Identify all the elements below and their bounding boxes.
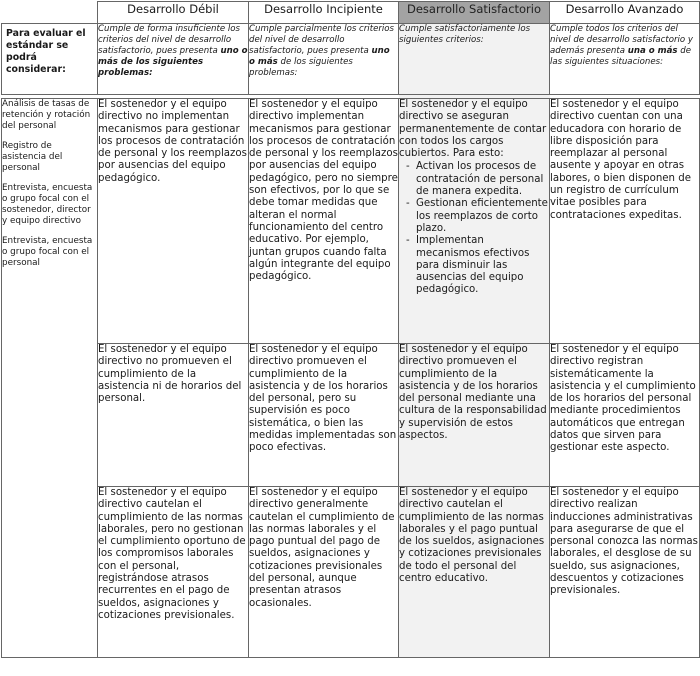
criteria-incipiente: Cumple parcialmente los criterios del nivel de desarrollo satisfactorio, pues presenta uno o más de los siguientes problemas: [249,24,399,95]
indicator-item: Entrevista, encuesta o grupo focal con el sostenedor, director y equipo directivo [2,183,93,226]
cell-satisfactorio-intro: El sostenedor y el equipo directivo se aseguran permanentemente de contar con todos los cargos cubiertos. Para esto: [399,99,547,160]
cell-debil: El sostenedor y el equipo directivo no promueven el cumplimiento de la asistencia ni de horarios del personal. [98,344,249,487]
column-header-incipiente: Desarrollo Incipiente [249,2,399,24]
list-item: - Activan los procesos de contratación de personal de manera expedita. [406,161,549,198]
column-header-avanzado: Desarrollo Avanzado [550,2,700,24]
rubric-row [2,487,700,658]
criteria-avanzado: Cumple todos los criterios del nivel de desarrollo satisfactorio y además presenta una o más de las siguientes situaciones: [550,24,700,95]
column-header-satisfactorio: Desarrollo Satisfactorio [399,2,550,24]
cell-incipiente: El sostenedor y el equipo directivo implementan mecanismos para gestionar los procesos de contratación de personal y los reemplazos por ausencias del equipo pedagógico, pero no siempre son efectivos, por lo que se debe tomar medidas que alteran el normal funcionamiento del centro educativo. Por ejemplo, juntan grupos cuando falta algún integrante del equipo pedagógico. [249,99,399,344]
cell-avanzado: El sostenedor y el equipo directivo registran sistemáticamente la asistencia y el cumplimiento de los horarios del personal mediante procedimientos automáticos que entregan datos que sirven para gestionar este aspecto. [550,344,700,487]
rubric-row [2,344,700,487]
rubric-table [1,1,700,658]
column-header-debil: Desarrollo Débil [98,2,249,24]
cell-avanzado: El sostenedor y el equipo directivo realizan inducciones administrativas para asegurarse de que el personal conozca las normas laborales, el desglose de su sueldo, sus asignaciones, descuentos y cotizaciones previsionales. [550,487,700,658]
header-blank-cell [2,2,98,24]
indicator-item: Entrevista, encuesta o grupo focal con el personal [2,236,93,268]
cell-debil: El sostenedor y el equipo directivo no implementan mecanismos para gestionar los procesos de contratación de personal y los reemplazos por ausencias del equipo pedagógico. [98,99,249,344]
criteria-label: Para evaluar el estándar se podrá considerar: [2,24,98,95]
rubric-row [2,99,700,344]
cell-satisfactorio [399,99,550,344]
cell-incipiente: El sostenedor y el equipo directivo generalmente cautelan el cumplimiento de las normas laborales y el pago puntual del pago de sueldos, asignaciones y cotizaciones previsionales del personal, aunque presentan atrasos ocasionales. [249,487,399,658]
cell-incipiente: El sostenedor y el equipo directivo promueven el cumplimiento de la asistencia y de los horarios del personal, pero su supervisión es poco sistemática, o bien las medidas implementadas son poco efectivas. [249,344,399,487]
criteria-satisfactorio: Cumple satisfactoriamente los siguientes criterios: [399,24,550,95]
cell-satisfactorio: El sostenedor y el equipo directivo promueven el cumplimiento de la asistencia y de los horarios del personal mediante una cultura de la responsabilidad y supervisión de estos aspectos. [399,344,550,487]
indicators-cell [2,99,98,658]
header-row [2,2,700,24]
criteria-debil: Cumple de forma insuficiente los criterios del nivel de desarrollo satisfactorio, pues presenta uno o más de los siguientes problemas: [98,24,249,95]
indicator-item: Registro de asistencia del personal [2,141,63,173]
indicator-item: Análisis de tasas de retención y rotación del personal [2,99,91,131]
cell-avanzado: El sostenedor y el equipo directivo cuentan con una educadora con horario de libre disposición para reemplazar al personal ausente y apoyar en otras labores, o bien disponen de un registro de currículum vitae posibles para contrataciones expeditas. [550,99,700,344]
cell-debil: El sostenedor y el equipo directivo cautelan el cumplimiento de las normas laborales, pero no gestionan el cumplimiento oportuno de los compromisos laborales con el personal, registrándose atrasos recurrentes en el pago de sueldos, asignaciones y cotizaciones previsionales. [98,487,249,658]
satisfactorio-list [399,161,549,296]
list-item: - Implementan mecanismos efectivos para disminuir las ausencias del equipo pedagógico. [406,235,549,296]
cell-satisfactorio: El sostenedor y el equipo directivo cautelan el cumplimiento de las normas laborales y el pago puntual de los sueldos, asignaciones y cotizaciones previsionales de todo el personal del centro educativo. [399,487,550,658]
list-item: - Gestionan eficientemente los reemplazos de corto plazo. [406,198,549,235]
criteria-row [2,24,700,95]
